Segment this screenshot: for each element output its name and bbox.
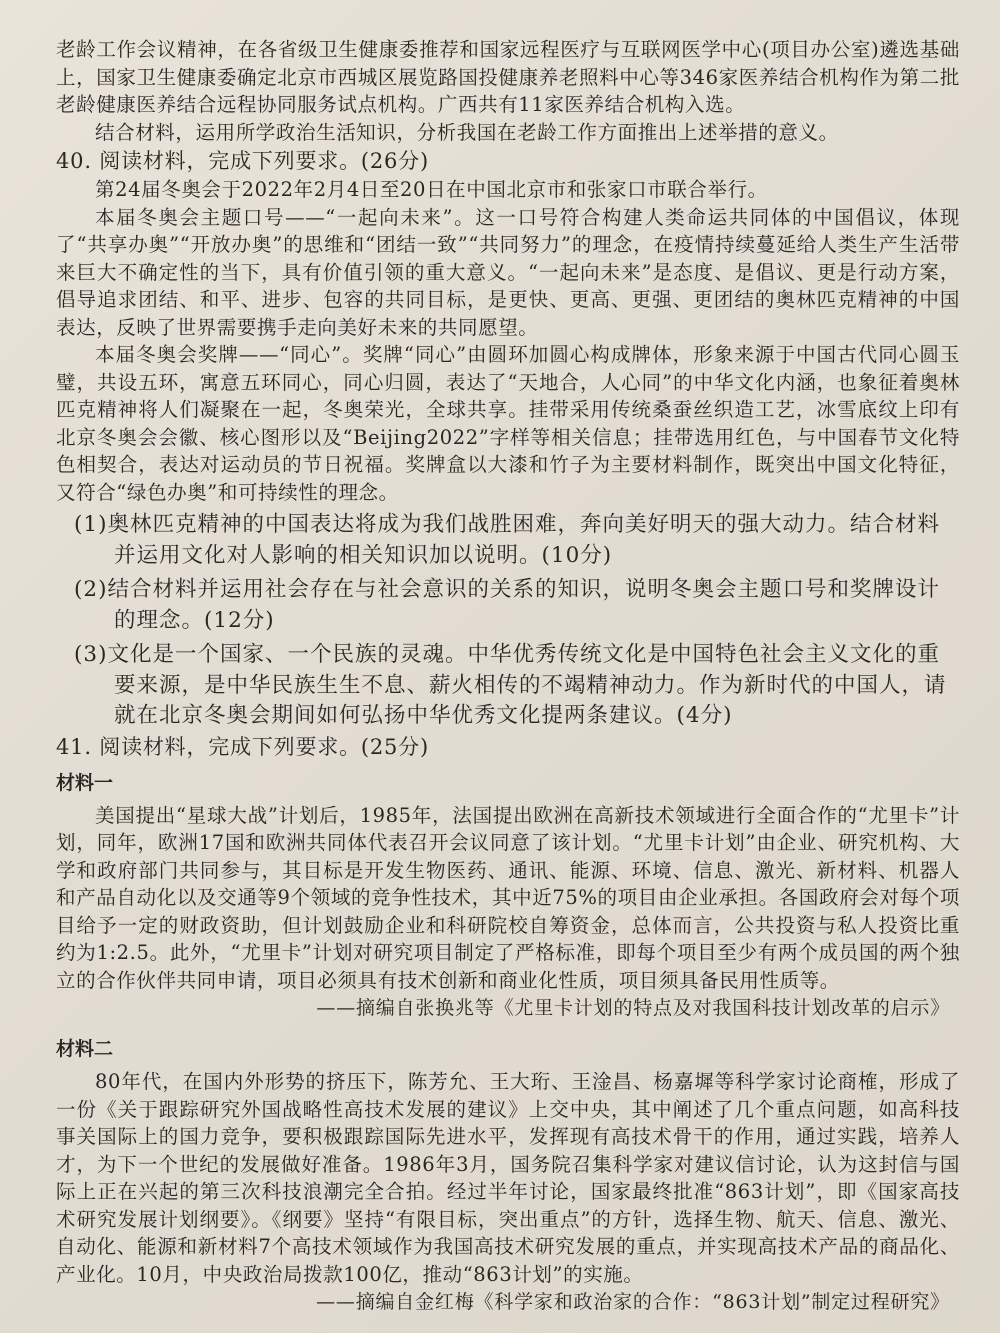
question-40-title: 40. 阅读材料，完成下列要求。(26分) bbox=[56, 149, 429, 173]
q40-sub-2: (2)结合材料并运用社会存在与社会意识的关系的知识，说明冬奥会主题口号和奖牌设计的理念。(12分) bbox=[74, 577, 940, 633]
q40-sub-3: (3)文化是一个国家、一个民族的灵魂。中华优秀传统文化是中国特色社会主义文化的重要来源，是中华民族生生不息、薪火相传的不竭精神动力。作为新时代的中国人，请就在北京冬奥会期间如何弘扬中华优秀文化提两条建议。(4分) bbox=[74, 642, 947, 728]
material-2-source: ——摘编自金红梅《科学家和政治家的合作：“863计划”制定过程研究》 bbox=[316, 1291, 950, 1313]
q40-sub-1: (1)奥林匹克精神的中国表达将成为我们战胜困难，奔向美好明天的强大动力。结合材料并运用文化对人影响的相关知识加以说明。(10分) bbox=[74, 512, 940, 568]
material-2-heading: 材料二 bbox=[56, 1038, 114, 1060]
intro-paragraph: 老龄工作会议精神，在各省级卫生健康委推荐和国家远程医疗与互联网医学中心(项目办公室)遴选基础上，国家卫生健康委确定北京市西城区展览路国投健康养老照料中心等346家医养结合机构作为第二批老龄健康医养结合远程协同服务试点机构。广西共有11家医养结合机构入选。 bbox=[56, 38, 960, 116]
material-1-heading: 材料一 bbox=[56, 771, 114, 794]
q40-paragraph-2: 本届冬奥会主题口号——“一起向未来”。这一口号符合构建人类命运共同体的中国倡议，体现了“共享办奥”“开放办奥”的思维和“团结一致”“共同努力”的理念，在疫情持续蔓延给人类生产生活带来巨大不确定性的当下，具有价值引领的重大意义。“一起向未来”是态度、是倡议、更是行动方案，倡导追求团结、和平、进步、包容的共同目标，是更快、更高、更强、更团结的奥林匹克精神的中国表达，反映了世界需要携手走向美好未来的共同愿望。 bbox=[56, 205, 960, 339]
q40-paragraph-3: 本届冬奥会奖牌——“同心”。奖牌“同心”由圆环加圆心构成牌体，形象来源于中国古代同心圆玉璧，共设五环，寓意五环同心，同心归圆，表达了“天地合，人心同”的中华文化内涵，也象征着奥林匹克精神将人们凝聚在一起，冬奥荣光，全球共享。挂带采用传统桑蚕丝织造工艺，冰雪底纹上印有北京冬奥会会徽、核心图形以及“Beijing2022”字样等相关信息；挂带选用红色，与中国春节文化特色相契合，表达对运动员的节日祝福。奖牌盒以大漆和竹子为主要材料制作，既突出中国文化特征，又符合“绿色办奥”和可持续性的理念。 bbox=[56, 343, 960, 504]
material-2-text: 80年代，在国内外形势的挤压下，陈芳允、王大珩、王淦昌、杨嘉墀等科学家讨论商榷，形成了一份《关于跟踪研究外国战略性高技术发展的建议》上交中央，其中阐述了几个重点问题，如高科技事关国际上的国力竞争，要积极跟踪国际先进水平，发挥现有高技术骨干的作用，通过实践，培养人才，为下一个世纪的发展做好准备。1986年3月，国务院召集科学家对建议信讨论，认为这封信与国际上正在兴起的第三次科技浪潮完全合拍。经过半年讨论，国家最终批准“863计划”，即《国家高技术研究发展计划纲要》。《纲要》坚持“有限目标，突出重点”的方针，选择生物、航天、信息、激光、自动化、能源和新材料7个高技术领域作为我国高技术研究发展的重点，并实现高技术产品的商品化、产业化。10月，中央政治局拨款100亿，推动“863计划”的实施。 bbox=[56, 1070, 960, 1286]
question-41-title: 41. 阅读材料，完成下列要求。(25分) bbox=[56, 734, 429, 759]
q40-paragraph-1: 第24届冬奥会于2022年2月4日至20日在中国北京市和张家口市联合举行。 bbox=[95, 178, 768, 201]
material-1-text: 美国提出“星球大战”计划后，1985年，法国提出欧洲在高新技术领域进行全面合作的“尤里卡”计划，同年，欧洲17国和欧洲共同体代表召开会议同意了该计划。“尤里卡计划”由企业、研究机构、大学和政府部门共同参与，其目标是开发生物医药、通讯、能源、环境、信息、激光、新材料、机器人和产品自动化以及交通等9个领域的竞争性技术，其中近75%的项目由企业承担。各国政府会对每个项目给予一定的财政资助，但计划鼓励企业和科研院校自筹资金，总体而言，公共投资与私人投资比重约为1:2.5。此外，“尤里卡”计划对研究项目制定了严格标准，即每个项目至少有两个成员国的两个独立的合作伙伴共同申请，项目必须具有技术创新和商业化性质，项目须具备民用性质等。 bbox=[56, 803, 960, 992]
intro-question: 结合材料，运用所学政治生活知识，分析我国在老龄工作方面推出上述举措的意义。 bbox=[95, 120, 839, 144]
material-1-source: ——摘编自张换兆等《尤里卡计划的特点及对我国科技计划改革的启示》 bbox=[316, 997, 950, 1019]
